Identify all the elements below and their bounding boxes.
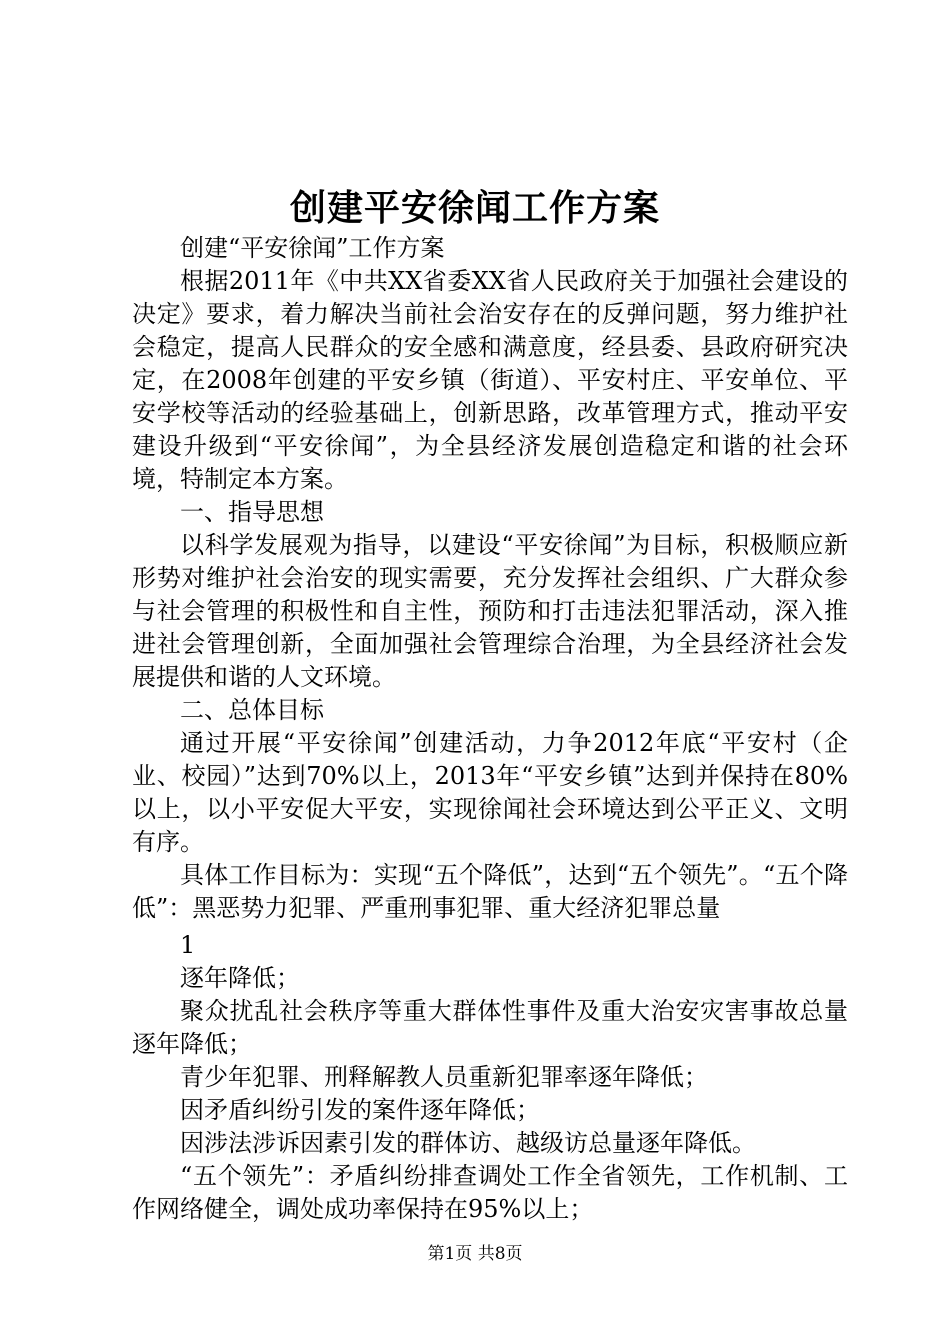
- paragraph-subtitle: 创建“平安徐闻”工作方案: [180, 234, 445, 262]
- inline-page-number: 1: [180, 931, 196, 959]
- list-item: 逐年降低；: [180, 964, 300, 992]
- heading-overall-goal: 二、总体目标: [180, 696, 324, 724]
- list-item: 聚众扰乱社会秩序等重大群体性事件及重大治安灾害事故总量逐年降低；: [132, 997, 848, 1058]
- paragraph-guiding-thought: 以科学发展观为指导，以建设“平安徐闻”为目标，积极顺应新形势对维护社会治安的现实需要，充分发挥社会组织、广大群众参与社会管理的积极性和自主性，预防和打击违法犯罪活动，深入推进社会管理创新，全面加强社会管理综合治理，为全县经济社会发展提供和谐的人文环境。: [132, 531, 848, 691]
- paragraph-specific-goals: 具体工作目标为：实现“五个降低”，达到“五个领先”。“五个降低”：黑恶势力犯罪、严重刑事犯罪、重大经济犯罪总量: [132, 861, 848, 922]
- list-item: 因矛盾纠纷引发的案件逐年降低；: [180, 1096, 540, 1124]
- paragraph-overall-goal: 通过开展“平安徐闻”创建活动，力争2012年底“平安村（企业、校园）”达到70%以上，2013年“平安乡镇”达到并保持在80%以上，以小平安促大平安，实现徐闻社会环境达到公平正义、文明有序。: [132, 729, 848, 856]
- list-item: 因涉法涉诉因素引发的群体访、越级访总量逐年降低。: [180, 1129, 756, 1157]
- document-body: [132, 232, 848, 1226]
- list-item: 青少年犯罪、刑释解教人员重新犯罪率逐年降低；: [180, 1063, 708, 1091]
- document-title: 创建平安徐闻工作方案: [289, 187, 660, 229]
- paragraph-five-leads: “五个领先”：矛盾纠纷排查调处工作全省领先，工作机制、工作网络健全，调处成功率保持在95%以上；: [132, 1162, 848, 1223]
- paragraph-intro: 根据2011年《中共XX省委XX省人民政府关于加强社会建设的决定》要求，着力解决当前社会治安存在的反弹问题，努力维护社会稳定，提高人民群众的安全感和满意度，经县委、县政府研究决定，在2008年创建的平安乡镇（街道）、平安村庄、平安单位、平安学校等活动的经验基础上，创新思路，改革管理方式，推动平安建设升级到“平安徐闻”，为全县经济发展创造稳定和谐的社会环境，特制定本方案。: [132, 267, 848, 493]
- heading-guiding-thought: 一、指导思想: [180, 498, 324, 526]
- page-footer: 第1页 共8页: [427, 1244, 523, 1264]
